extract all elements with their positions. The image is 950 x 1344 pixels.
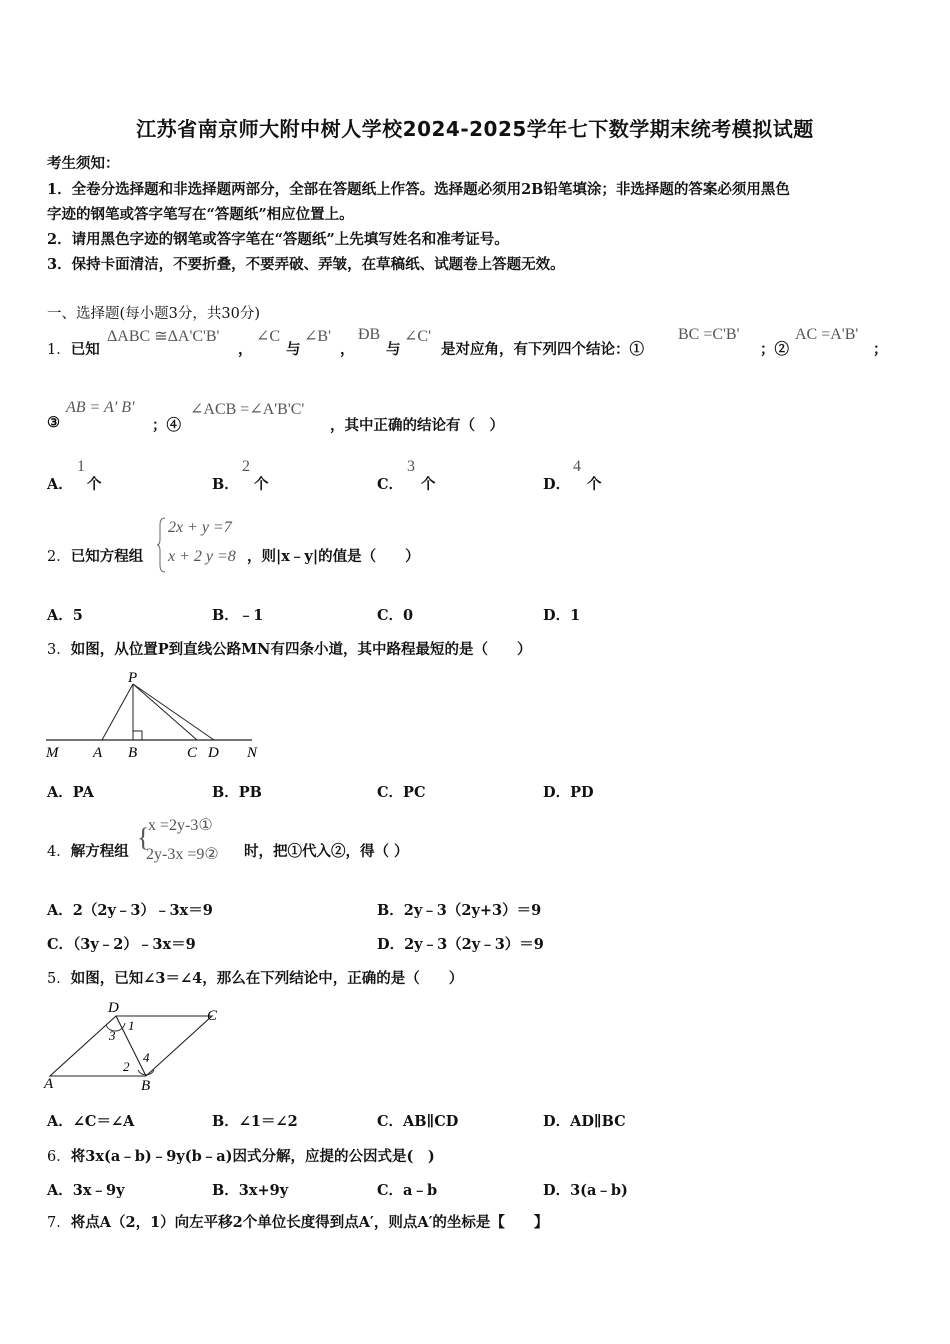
question-2: 2．已知方程组: [47, 548, 144, 565]
option-a[interactable]: A．5: [47, 607, 83, 624]
question-6: 6．将3x(a﹣b)﹣9y(b﹣a)因式分解，应提的公因式是( ): [47, 1148, 435, 1165]
question-text: 是对应角，有下列四个结论：①: [441, 341, 644, 358]
label-d: D: [208, 745, 219, 761]
option-a[interactable]: A．PA: [47, 784, 94, 801]
figure-q5: [42, 996, 232, 1094]
label-n: N: [247, 745, 258, 761]
angle-label-2: 2: [123, 1059, 130, 1074]
notice-item: 字迹的钢笔或答字笔写在“答题纸”相应位置上。: [47, 206, 354, 223]
label-c: C: [187, 745, 198, 761]
section-heading: 一、选择题(每小题3分，共30分): [47, 306, 260, 322]
option-a[interactable]: A．∠C＝∠A: [47, 1113, 135, 1130]
question-text: ；②: [760, 341, 789, 358]
label-m: M: [46, 745, 59, 761]
option-b[interactable]: B．: [212, 476, 239, 493]
question-5: 5．如图，已知∠3＝∠4，那么在下列结论中，正确的是（ ）: [47, 970, 464, 987]
question-text: ；④: [152, 417, 181, 434]
question-1: [47, 338, 100, 359]
label-a: A: [93, 745, 103, 761]
figure-q3: [44, 670, 269, 762]
math-angle: ∠C': [404, 328, 431, 345]
question-7: 7．将点A（2，1）向左平移2个单位长度得到点A′，则点A′的坐标是【 】: [47, 1214, 549, 1231]
math-congruence: ΔABC ≅ΔA'C'B': [107, 328, 220, 345]
option-unit: 个: [254, 476, 269, 493]
math-equation: BC =C'B': [678, 326, 740, 343]
angle-label-1: 1: [128, 1018, 135, 1033]
brace-icon: {: [137, 823, 150, 852]
option-d[interactable]: D．3(a﹣b): [543, 1182, 628, 1199]
question-text: 时，把①代入②，得（ ）: [244, 843, 409, 860]
label-c: C: [207, 1008, 218, 1024]
option-b[interactable]: B．PB: [212, 784, 262, 801]
question-text: ，则|x﹣y|的值是（ ）: [247, 548, 420, 565]
question-text: ；: [873, 341, 888, 358]
page-title: 江苏省南京师大附中树人学校2024-2025学年七下数学期末统考模拟试题: [136, 117, 814, 141]
option-b[interactable]: B．3x+9y: [212, 1182, 289, 1199]
option-value: 4: [573, 458, 581, 475]
option-c[interactable]: C．（3y﹣2）﹣3x＝9: [47, 936, 196, 953]
question-text: 与: [386, 341, 401, 358]
equation-2: 2y-3x =9②: [146, 846, 219, 863]
option-unit: 个: [587, 476, 602, 493]
option-value: 3: [407, 458, 415, 475]
question-number: 1．: [47, 342, 71, 358]
option-value: 1: [77, 458, 85, 475]
notice-item: 1．全卷分选择题和非选择题两部分，全部在答题纸上作答。选择题必须用2B铅笔填涂；非选择题的答案必须用黑色: [47, 181, 790, 198]
option-a[interactable]: A．3x﹣9y: [47, 1182, 125, 1199]
notice-heading: 考生须知：: [47, 155, 120, 172]
label-p: P: [128, 670, 138, 686]
angle-label-3: 3: [109, 1028, 116, 1043]
option-d[interactable]: D．AD∥BC: [543, 1113, 626, 1130]
option-b[interactable]: B．﹣1: [212, 607, 264, 624]
option-d[interactable]: D．1: [543, 607, 581, 624]
question-text: 已知: [70, 341, 100, 358]
path-pd: [133, 684, 214, 740]
label-b: B: [141, 1078, 151, 1094]
option-c[interactable]: C．a﹣b: [377, 1182, 438, 1199]
option-unit: 个: [87, 476, 102, 493]
path-pc: [133, 684, 197, 740]
option-b[interactable]: B．∠1＝∠2: [212, 1113, 298, 1130]
question-text: ，: [340, 341, 355, 358]
brace-icon: [157, 517, 167, 573]
math-equation: AB = A' B': [66, 399, 135, 416]
label-b: B: [128, 745, 138, 761]
angle-label-4: 4: [143, 1050, 150, 1065]
option-c[interactable]: C．: [377, 476, 404, 493]
label-d: D: [108, 1000, 119, 1016]
option-unit: 个: [421, 476, 436, 493]
math-equation: ∠ACB =∠A'B'C': [190, 401, 305, 418]
option-value: 2: [242, 458, 250, 475]
option-a[interactable]: A．: [47, 476, 73, 493]
question-text: ③: [47, 414, 60, 431]
option-d[interactable]: D．2y﹣3（2y﹣3）＝9: [377, 936, 544, 953]
path-pa: [102, 684, 133, 740]
option-c[interactable]: C．0: [377, 607, 414, 624]
math-angle: ∠B': [304, 328, 331, 345]
option-a[interactable]: A．2（2y﹣3）﹣3x＝9: [47, 902, 213, 919]
option-d[interactable]: D．: [543, 476, 571, 493]
notice-item: 2．请用黑色字迹的钢笔或答字笔在“答题纸”上先填写姓名和准考证号。: [47, 231, 509, 248]
equation-1: 2x + y =7: [168, 519, 232, 536]
question-text: ，其中正确的结论有（ ）: [330, 417, 504, 434]
right-angle-mark: [133, 731, 142, 740]
question-text: ，: [238, 341, 253, 358]
equation-1: x =2y-3①: [148, 817, 213, 834]
question-text: 与: [286, 341, 301, 358]
option-c[interactable]: C．PC: [377, 784, 426, 801]
question-3: 3．如图，从位置P到直线公路MN有四条小道，其中路程最短的是（ ）: [47, 641, 532, 658]
option-c[interactable]: C．AB∥CD: [377, 1113, 459, 1130]
math-angle: ∠C: [256, 328, 281, 345]
option-b[interactable]: B．2y﹣3（2y+3）＝9: [377, 902, 542, 919]
math-angle: ÐB: [358, 326, 381, 343]
label-a: A: [44, 1076, 54, 1092]
math-equation: AC =A'B': [795, 326, 859, 343]
option-d[interactable]: D．PD: [543, 784, 594, 801]
equation-2: x + 2 y =8: [168, 548, 236, 565]
question-4: 4．解方程组: [47, 843, 129, 860]
notice-item: 3．保持卡面清洁，不要折叠，不要弄破、弄皱，在草稿纸、试题卷上答题无效。: [47, 256, 565, 273]
